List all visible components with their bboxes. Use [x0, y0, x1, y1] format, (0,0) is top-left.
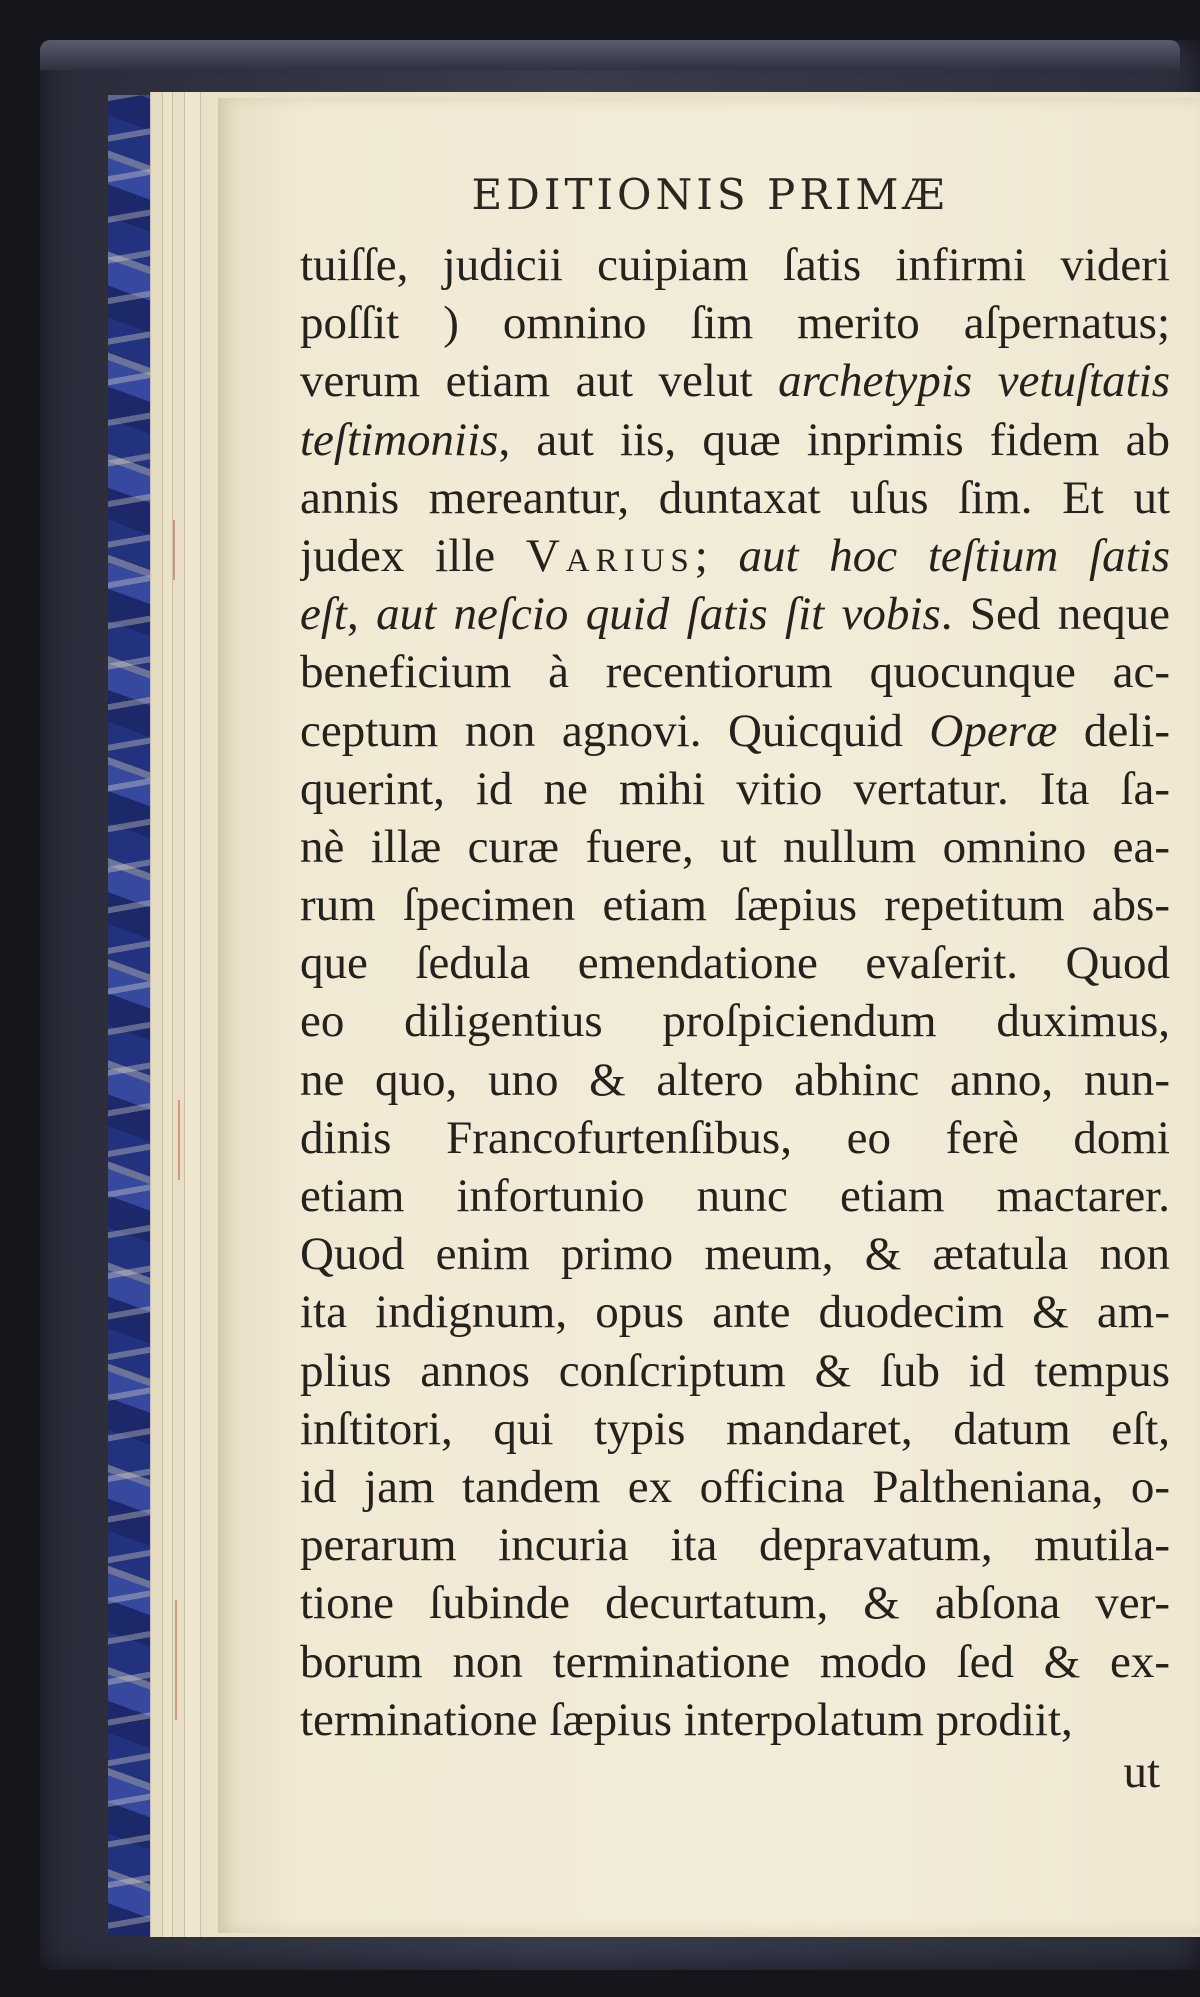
- text-line: [300, 294, 1170, 352]
- text-line: [300, 527, 1170, 585]
- body-text: [300, 236, 1170, 1749]
- text-run: terminatione ſæpius interpolatum prodiit,: [300, 1693, 1073, 1746]
- text-line: [300, 1458, 1170, 1516]
- text-line: [300, 1167, 1170, 1225]
- text-line: [300, 1633, 1170, 1691]
- text-run: aut neſcio quid ſatis ſit vobis: [376, 588, 941, 641]
- red-edge-mark: [175, 1600, 177, 1720]
- text-run: aut hoc teſtium ſatis: [738, 529, 1170, 582]
- text-run: plius annos conſcriptum & ſub id tempus: [300, 1344, 1170, 1397]
- text-run: verum etiam aut velut: [300, 355, 779, 408]
- red-edge-mark: [178, 1100, 180, 1180]
- text-line: [300, 1283, 1170, 1341]
- running-title: EDITIONIS PRIMÆ: [471, 170, 949, 219]
- text-run: id jam tandem ex officina Paltheniana, o-: [300, 1460, 1170, 1513]
- text-line: [300, 1051, 1170, 1109]
- text-run: borum non terminatione modo ſed & ex-: [300, 1635, 1170, 1688]
- text-line: [300, 760, 1170, 818]
- text-run: poſſit ) omnino ſim merito aſpernatus;: [300, 297, 1170, 350]
- text-run: rum ſpecimen etiam ſæpius repetitum abs-: [300, 879, 1170, 932]
- text-line: [300, 934, 1170, 992]
- text-line: [300, 352, 1170, 410]
- text-line: [300, 1574, 1170, 1632]
- text-run: eſt: [300, 588, 347, 641]
- text-line: [300, 1400, 1170, 1458]
- text-run: Varius: [525, 529, 695, 582]
- text-run: eo diligentius proſpiciendum duximus,: [300, 995, 1170, 1048]
- text-line: [300, 469, 1170, 527]
- text-line: [300, 1342, 1170, 1400]
- text-run: Quod enim primo meum, & ætatula non: [300, 1228, 1170, 1281]
- text-run: ne quo, uno & altero abhinc anno, nun-: [300, 1053, 1170, 1106]
- text-run: ;: [694, 529, 739, 582]
- text-run: tione ſubinde decurtatum, & abſona ver-: [300, 1577, 1170, 1630]
- cover-top-edge: [40, 40, 1180, 70]
- marbled-endpaper: [108, 95, 155, 1935]
- text-line: [300, 702, 1170, 760]
- text-run: , aut iis, quæ inprimis fidem ab: [498, 413, 1170, 466]
- text-line: [300, 236, 1170, 294]
- text-run: annis mereantur, duntaxat uſus ſim. Et ut: [300, 471, 1170, 524]
- text-run: Operæ: [929, 704, 1058, 757]
- text-run: deli-: [1057, 704, 1170, 757]
- text-run: dinis Francofurtenſibus, eo ferè domi: [300, 1111, 1170, 1164]
- text-line: [300, 643, 1170, 701]
- text-line: [300, 1225, 1170, 1283]
- text-run: querint, id ne mihi vitio vertatur. Ita ſa-: [300, 762, 1170, 815]
- text-run: que ſedula emendatione evaſerit. Quod: [300, 937, 1170, 990]
- text-line: [300, 411, 1170, 469]
- text-run: beneficium à recentiorum quocunque ac-: [300, 646, 1170, 699]
- text-run: judex ille: [300, 529, 526, 582]
- text-line: [300, 818, 1170, 876]
- text-run: ceptum non agnovi. Quicquid: [300, 704, 930, 757]
- text-line: [300, 1109, 1170, 1167]
- text-run: . Sed neque: [940, 588, 1170, 641]
- text-run: teſtimoniis: [300, 413, 499, 466]
- red-edge-mark: [173, 520, 175, 580]
- text-line: [300, 992, 1170, 1050]
- text-run: tuiſſe, judicii cuipiam ſatis infirmi videri: [300, 239, 1170, 291]
- text-line: [300, 876, 1170, 934]
- text-run: ,: [346, 588, 377, 641]
- text-run: ita indignum, opus ante duodecim & am-: [300, 1286, 1170, 1339]
- text-run: perarum incuria ita depravatum, mutila-: [300, 1519, 1170, 1572]
- text-run: inſtitori, qui typis mandaret, datum eſt,: [300, 1402, 1170, 1455]
- text-line: [300, 1691, 1170, 1749]
- text-run: etiam infortunio nunc etiam mactarer.: [300, 1170, 1170, 1222]
- text-run: archetypis vetuſtatis: [778, 355, 1170, 408]
- text-run: nè illæ curæ fuere, ut nullum omnino ea-: [300, 820, 1170, 873]
- text-line: [300, 1516, 1170, 1574]
- catchword: ut: [1123, 1746, 1160, 1798]
- text-line: [300, 585, 1170, 643]
